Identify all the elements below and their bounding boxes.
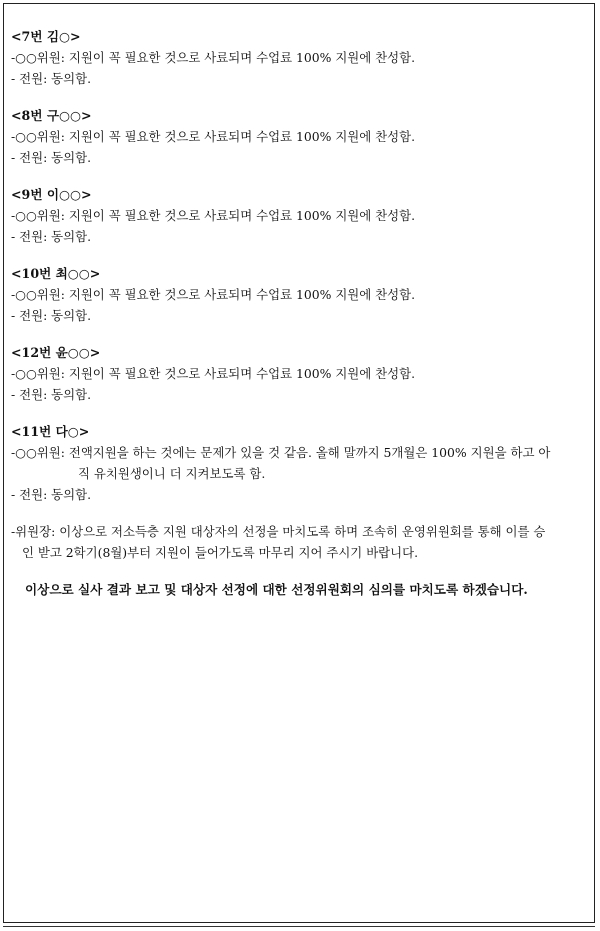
case-heading: <11번 다○> — [11, 424, 90, 439]
committee-opinion: -○○위원: 지원이 꼭 필요한 것으로 사료되며 수업료 100% 지원에 찬성함. — [11, 287, 416, 302]
all-members-agreement: - 전원: 동의함. — [11, 229, 92, 244]
case-heading: <9번 이○○> — [11, 187, 92, 202]
closing-statement: 이상으로 실사 결과 보고 및 대상자 선정에 대한 선정위원회의 심의를 마치도록 하겠습니다. — [25, 582, 528, 597]
committee-opinion: -○○위원: 지원이 꼭 필요한 것으로 사료되며 수업료 100% 지원에 찬성함. — [11, 208, 416, 223]
all-members-agreement: - 전원: 동의함. — [11, 487, 92, 502]
committee-opinion: -○○위원: 전액지원을 하는 것에는 문제가 있을 것 같음. 올해 말까지 5개월은 100% 지원을 하고 아 — [11, 445, 551, 460]
all-members-agreement: - 전원: 동의함. — [11, 308, 92, 323]
committee-opinion: -○○위원: 지원이 꼭 필요한 것으로 사료되며 수업료 100% 지원에 찬성함. — [11, 50, 416, 65]
committee-opinion: -○○위원: 지원이 꼭 필요한 것으로 사료되며 수업료 100% 지원에 찬성함. — [11, 366, 416, 381]
all-members-agreement: - 전원: 동의함. — [11, 387, 92, 402]
case-section — [11, 342, 586, 405]
case-section — [11, 26, 586, 89]
committee-opinion-continued: 직 유치원생이니 더 지켜보도록 함. — [78, 466, 266, 481]
case-heading: <10번 최○○> — [11, 266, 101, 281]
committee-opinion: -○○위원: 지원이 꼭 필요한 것으로 사료되며 수업료 100% 지원에 찬성함. — [11, 129, 416, 144]
case-heading: <8번 구○○> — [11, 108, 92, 123]
chair-remarks-continued: 인 받고 2학기(8월)부터 지원이 들어가도록 마무리 지어 주시기 바랍니다. — [22, 545, 419, 560]
chair-remarks-line: -위원장: 이상으로 저소득층 지원 대상자의 선정을 마치도록 하며 조속히 운영위원회를 통해 이를 승 — [11, 524, 546, 539]
case-section — [11, 421, 586, 505]
case-section — [11, 105, 586, 168]
page-bottom-rule — [3, 926, 595, 927]
minutes-body — [11, 26, 586, 600]
chair-remarks — [11, 521, 586, 563]
all-members-agreement: - 전원: 동의함. — [11, 150, 92, 165]
case-heading: <12번 윤○○> — [11, 345, 101, 360]
case-section — [11, 263, 586, 326]
case-heading: <7번 김○> — [11, 29, 81, 44]
all-members-agreement: - 전원: 동의함. — [11, 71, 92, 86]
case-section — [11, 184, 586, 247]
